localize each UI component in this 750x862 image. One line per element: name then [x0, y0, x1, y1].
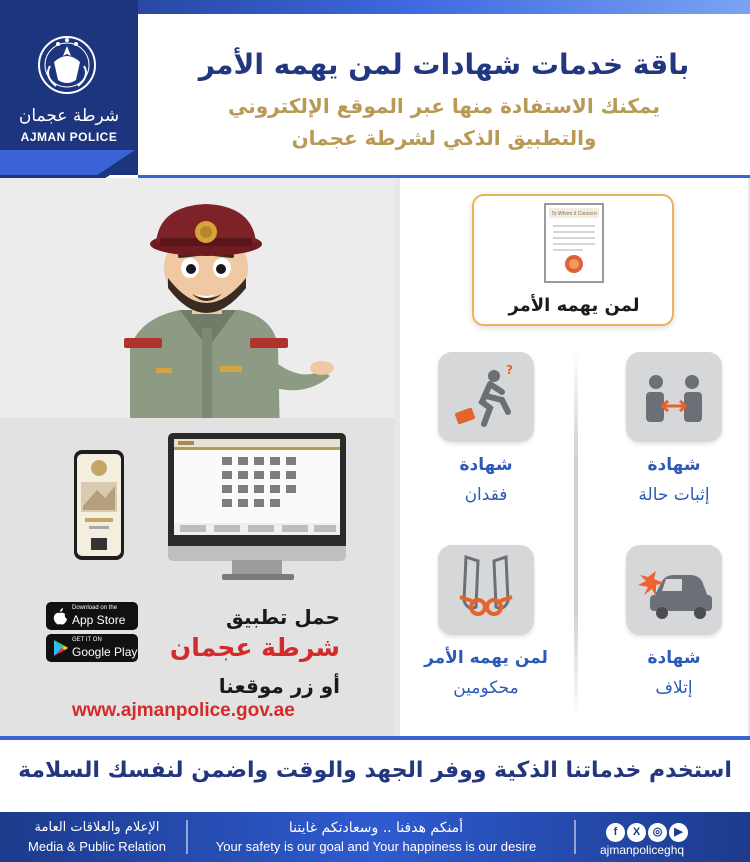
- logo-arabic-text: شرطة عجمان: [18, 106, 120, 126]
- footer-department-arabic: الإعلام والعلاقات العامة: [34, 820, 160, 835]
- social-handle[interactable]: ajmanpoliceghq: [600, 843, 685, 857]
- subtitle-line-1: يمكنك الاستفادة منها عبر الموقع الإلكتروني: [228, 94, 660, 118]
- ajman-police-emblem-icon: [36, 32, 98, 102]
- google-play-badge[interactable]: [46, 634, 138, 662]
- service-loss-subtitle: فقدان: [464, 485, 508, 505]
- service-tile-damage[interactable]: [626, 545, 722, 635]
- service-status-proof-subtitle: إثبات حالة: [638, 485, 710, 505]
- certificate-icon: [543, 202, 605, 284]
- app-store-small-text: Download on the: [72, 605, 118, 611]
- smartphone-illustration: [74, 450, 124, 560]
- monitor-base: [222, 574, 294, 580]
- service-loss-title: شهادة: [459, 455, 513, 475]
- status-proof-icon: [626, 352, 722, 442]
- monitor-chin: [168, 546, 346, 561]
- page-title: باقة خدمات شهادات لمن يهمه الأمر: [198, 48, 690, 81]
- apple-icon: [52, 607, 68, 625]
- app-store-badge[interactable]: [46, 602, 138, 630]
- service-damage-title: شهادة: [647, 648, 701, 668]
- convicts-icon: [438, 545, 534, 635]
- google-play-small-text: GET IT ON: [72, 637, 102, 643]
- instagram-icon[interactable]: ◎: [648, 823, 667, 842]
- slogan-divider: [0, 736, 750, 740]
- slogan-text: استخدم خدماتنا الذكية ووفر الجهد والوقت واضمن لنفسك السلامة: [18, 758, 732, 783]
- logo-english-text: AJMAN POLICE: [20, 130, 118, 144]
- services-divider: [574, 350, 578, 720]
- app-store-label: App Store: [72, 613, 126, 627]
- certificate-heading: To Whom it Concern: [551, 211, 597, 217]
- website-screenshot: [174, 439, 340, 535]
- svg-text:?: ?: [506, 363, 513, 377]
- download-app-text: حمل تطبيق: [226, 605, 340, 629]
- damage-icon: [626, 545, 722, 635]
- service-tile-loss[interactable]: [438, 352, 534, 442]
- footer-motto-arabic: أمنكم هدفنا .. وسعادتكم غايتنا: [288, 820, 464, 836]
- service-damage-subtitle: إتلاف: [655, 678, 693, 698]
- footer-separator-2: [186, 820, 188, 854]
- to-whom-it-concern-label: لمن يهمه الأمر: [508, 295, 640, 316]
- app-screenshot: [77, 454, 121, 556]
- google-play-icon: [52, 639, 68, 657]
- footer-motto-english: Your safety is our goal and Your happiness is our desire: [215, 839, 537, 854]
- service-tile-convicts[interactable]: [438, 545, 534, 635]
- youtube-icon[interactable]: ▶: [669, 823, 688, 842]
- footer-separator: [574, 820, 576, 854]
- service-convicts-title: لمن يهمه الأمر: [424, 648, 548, 668]
- service-tile-status-proof[interactable]: [626, 352, 722, 442]
- footer-department-english: Media & Public Relation: [27, 839, 167, 854]
- footer-bar: [0, 812, 750, 862]
- service-status-proof-title: شهادة: [647, 455, 701, 475]
- header-title-box: [138, 14, 750, 176]
- x-icon[interactable]: X: [627, 823, 646, 842]
- loss-icon: [438, 352, 534, 442]
- social-links: [606, 820, 690, 842]
- app-name-text: شرطة عجمان: [169, 633, 340, 662]
- officer-illustration-area: [0, 178, 395, 418]
- google-play-label: Google Play: [72, 645, 138, 659]
- service-convicts-subtitle: محكومين: [453, 678, 519, 698]
- police-officer-illustration: [100, 198, 340, 418]
- desktop-monitor-illustration: [168, 433, 346, 556]
- visit-website-text: أو زر موقعنا: [218, 674, 340, 698]
- website-link[interactable]: www.ajmanpolice.gov.ae: [72, 700, 295, 721]
- facebook-icon[interactable]: f: [606, 823, 625, 842]
- subtitle-line-2: والتطبيق الذكي لشرطة عجمان: [291, 126, 597, 150]
